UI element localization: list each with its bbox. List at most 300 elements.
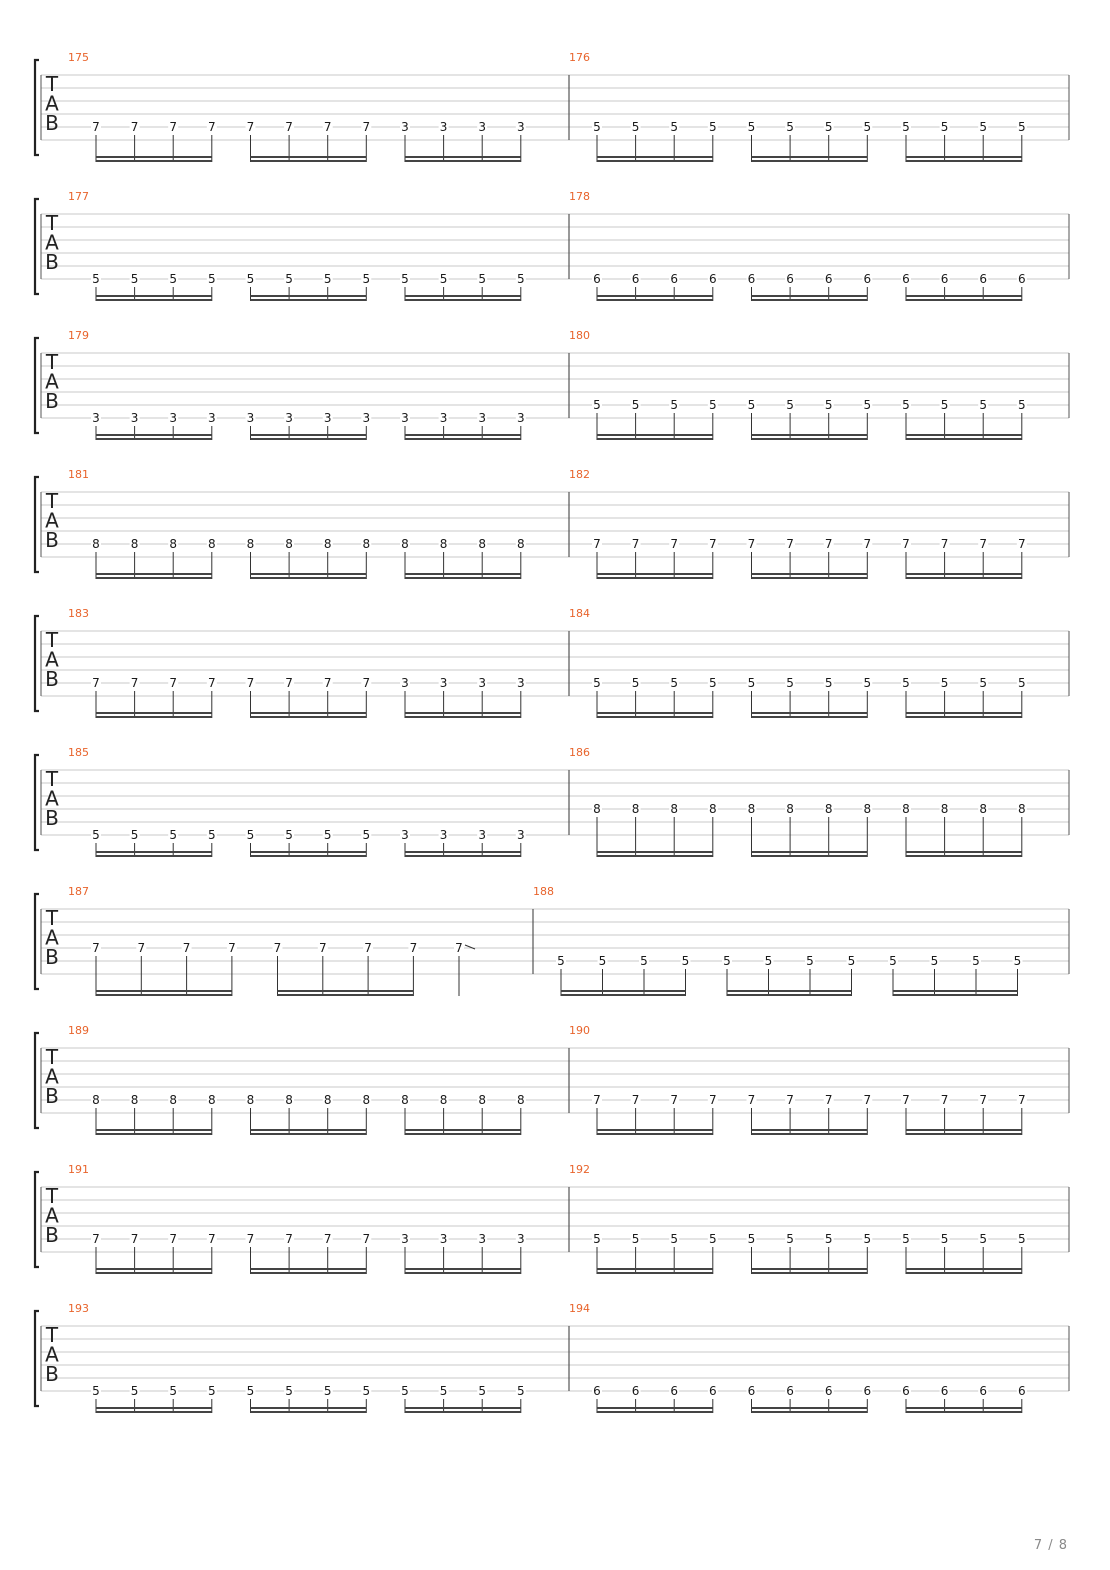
tab-clef-a: A [45,1342,59,1367]
fret-number: 6 [593,272,601,286]
fret-number: 5 [169,1384,178,1398]
tab-clef-t: T [45,489,59,513]
fret-number: 8 [323,537,332,551]
fret-number: 5 [207,1384,216,1398]
fret-number: 3 [516,676,525,690]
tab-clef-b: B [45,945,59,969]
measure-189 [68,1024,526,1135]
beam [906,156,1022,158]
fret-number: 7 [708,537,717,551]
fret-number: 3 [362,411,371,425]
beam [752,156,868,158]
fret-number: 8 [478,1093,487,1107]
fret-number: 5 [670,1232,679,1246]
fret-number: 6 [940,272,949,286]
tab-clef-b: B [45,1084,59,1108]
system-bracket [35,1172,39,1267]
fret-number: 7 [228,941,236,955]
fret-number: 8 [979,802,988,816]
fret-number: 7 [285,676,293,690]
fret-number: 5 [92,1384,100,1398]
fret-number: 5 [940,676,949,690]
fret-number: 7 [670,537,679,551]
fret-number: 5 [863,398,872,412]
beam [405,438,521,440]
beam [906,434,1022,436]
tab-clef-b: B [45,806,59,830]
fret-number: 5 [439,1384,448,1398]
fret-number: 8 [902,802,910,816]
beam [96,994,232,996]
tab-clef-t: T [45,906,59,930]
beam [405,712,521,714]
beam [251,573,367,575]
fret-number: 7 [207,1232,216,1246]
fret-number: 8 [439,537,448,551]
fret-number: 3 [401,828,409,842]
measure-number: 178 [569,190,590,203]
measure-183 [68,607,526,718]
tab-clef-t: T [45,1323,59,1347]
beam [96,851,212,853]
fret-number: 8 [478,537,487,551]
fret-number: 8 [824,802,833,816]
beam [405,1407,521,1409]
fret-number: 8 [362,1093,371,1107]
fret-number: 7 [631,1093,640,1107]
tab-clef-b: B [45,528,59,552]
beam [405,160,521,162]
tab-clef-a: A [45,1064,59,1089]
beam [906,712,1022,714]
beam [906,1268,1022,1270]
beam [906,577,1022,579]
fret-number: 7 [246,1232,255,1246]
fret-number: 5 [902,398,910,412]
beam [597,299,713,301]
fret-number: 5 [593,1232,601,1246]
fret-number: 3 [439,120,448,134]
fret-number: 5 [557,954,565,968]
fret-number: 5 [285,272,293,286]
fret-number: 7 [593,537,601,551]
fret-number: 8 [92,1093,100,1107]
beam [906,299,1022,301]
fret-number: 7 [1017,537,1026,551]
beam [906,1272,1022,1274]
fret-number: 5 [92,828,100,842]
fret-number: 5 [979,1232,988,1246]
tab-system [35,746,1069,857]
fret-number: 5 [130,828,139,842]
tab-clef-b: B [45,667,59,691]
beam [251,160,367,162]
system-bracket [35,199,39,294]
fret-number: 5 [824,1232,833,1246]
fret-number: 5 [516,272,525,286]
tab-clef-t: T [45,767,59,791]
fret-number: 6 [631,272,640,286]
fret-number: 6 [863,1384,872,1398]
fret-number: 7 [137,941,146,955]
beam [251,1411,367,1413]
beam [96,299,212,301]
beam [752,851,868,853]
fret-number: 3 [516,828,525,842]
fret-number: 5 [1017,120,1026,134]
fret-number: 7 [169,120,178,134]
beam [752,573,868,575]
fret-number: 8 [285,537,293,551]
measure-176 [569,51,1027,162]
fret-number: 5 [940,1232,949,1246]
beam [96,1407,212,1409]
fret-number: 3 [169,411,178,425]
tab-system [35,1024,1069,1135]
fret-number: 5 [723,954,731,968]
fret-number: 6 [670,272,679,286]
beam [405,855,521,857]
fret-number: 5 [972,954,980,968]
measure-193 [68,1302,526,1413]
fret-number: 8 [631,802,640,816]
fret-number: 6 [786,1384,794,1398]
fret-number: 5 [847,954,856,968]
fret-number: 7 [169,1232,178,1246]
fret-number: 3 [439,676,448,690]
beam [561,994,686,996]
beam [278,990,414,992]
fret-number: 5 [362,828,371,842]
fret-number: 6 [631,1384,640,1398]
measure-number: 194 [569,1302,590,1315]
fret-number: 7 [323,676,332,690]
fret-number: 5 [824,676,833,690]
fret-number: 7 [130,676,139,690]
fret-number: 3 [516,1232,525,1246]
beam [96,160,212,162]
fret-number: 5 [323,828,332,842]
beam [906,160,1022,162]
fret-number: 6 [670,1384,679,1398]
beam [727,994,852,996]
beam [405,1268,521,1270]
beam [597,1272,713,1274]
beam [597,851,713,853]
fret-number: 5 [670,120,679,134]
beam [597,577,713,579]
fret-number: 3 [439,411,448,425]
measure-180 [569,329,1027,440]
fret-number: 7 [246,120,255,134]
beam [597,573,713,575]
fret-number: 8 [130,1093,139,1107]
system-bracket [35,338,39,433]
fret-number: 6 [786,272,794,286]
fret-number: 5 [979,398,988,412]
measure-185 [68,746,526,857]
fret-number: 7 [92,1232,100,1246]
fret-number: 5 [786,398,794,412]
measure-number: 190 [569,1024,590,1037]
fret-number: 8 [130,537,139,551]
fret-number: 5 [640,954,648,968]
fret-number: 5 [1017,676,1026,690]
fret-number: 5 [130,1384,139,1398]
fret-number: 5 [130,272,139,286]
fret-number: 8 [246,1093,255,1107]
beam [906,1411,1022,1413]
beam [752,438,868,440]
beam [251,855,367,857]
measure-number: 179 [68,329,89,342]
fret-number: 5 [670,676,679,690]
fret-number: 8 [401,537,409,551]
fret-number: 7 [1017,1093,1026,1107]
fret-number: 5 [902,676,910,690]
fret-number: 5 [708,120,717,134]
fret-number: 5 [323,272,332,286]
beam [96,1272,212,1274]
fret-number: 5 [824,398,833,412]
measure-number: 192 [569,1163,590,1176]
fret-number: 6 [747,272,756,286]
fret-number: 7 [940,537,949,551]
tab-clef-b: B [45,250,59,274]
beam [405,299,521,301]
beam [597,855,713,857]
beam [752,1133,868,1135]
fret-number: 8 [92,537,100,551]
beam [96,573,212,575]
beam [251,716,367,718]
fret-number: 5 [708,676,717,690]
fret-number: 8 [747,802,756,816]
beam [906,851,1022,853]
fret-number: 5 [863,1232,872,1246]
fret-number: 6 [824,1384,833,1398]
tab-clef-a: A [45,369,59,394]
measure-178 [569,190,1027,301]
beam [752,1129,868,1131]
measure-192 [569,1163,1027,1274]
fret-number: 7 [747,1093,756,1107]
beam [96,712,212,714]
fret-number: 6 [979,1384,988,1398]
fret-number: 5 [478,272,487,286]
measure-number: 180 [569,329,590,342]
fret-number: 8 [593,802,601,816]
beam [906,1129,1022,1131]
beam [251,1407,367,1409]
beam [96,1133,212,1135]
beam [597,160,713,162]
tab-system [35,885,1069,996]
fret-number: 7 [92,676,100,690]
fret-number: 5 [747,120,756,134]
measure-184 [569,607,1027,718]
fret-number: 7 [169,676,178,690]
fret-number: 8 [285,1093,293,1107]
beam [597,712,713,714]
measure-177 [68,190,526,301]
fret-number: 6 [593,1384,601,1398]
fret-number: 8 [516,1093,525,1107]
beam [251,851,367,853]
fret-number: 5 [764,954,773,968]
measure-number: 185 [68,746,89,759]
fret-number: 5 [670,398,679,412]
fret-number: 7 [273,941,282,955]
fret-number: 3 [516,120,525,134]
beam [906,855,1022,857]
fret-number: 5 [631,398,640,412]
beam [405,1411,521,1413]
beam [96,1129,212,1131]
system-bracket [35,894,39,989]
fret-number: 5 [747,676,756,690]
fret-number: 7 [455,941,463,955]
fret-number: 8 [863,802,872,816]
beam [597,1268,713,1270]
fret-number: 5 [747,398,756,412]
fret-number: 3 [516,411,525,425]
fret-number: 7 [182,941,191,955]
fret-number: 6 [979,272,988,286]
system-bracket [35,60,39,155]
fret-number: 8 [323,1093,332,1107]
beam [405,716,521,718]
fret-number: 7 [318,941,327,955]
beam [251,1268,367,1270]
fret-number: 6 [708,272,717,286]
tab-clef-a: A [45,508,59,533]
measure-number: 186 [569,746,590,759]
measure-number: 191 [68,1163,89,1176]
beam [96,156,212,158]
fret-number: 7 [92,120,100,134]
beam [906,716,1022,718]
fret-number: 8 [786,802,794,816]
fret-number: 3 [207,411,216,425]
beam [96,1411,212,1413]
fret-number: 5 [902,120,910,134]
measure-number: 183 [68,607,89,620]
fret-number: 6 [708,1384,717,1398]
beam [906,573,1022,575]
measure-number: 193 [68,1302,89,1315]
beam [752,434,868,436]
beam [597,716,713,718]
tab-clef-t: T [45,1045,59,1069]
beam [752,1411,868,1413]
beam [96,434,212,436]
measure-181 [68,468,526,579]
fret-number: 5 [747,1232,756,1246]
tab-system [35,468,1069,579]
beam [906,295,1022,297]
fret-number: 5 [478,1384,487,1398]
fret-number: 3 [92,411,100,425]
beam [251,577,367,579]
fret-number: 5 [786,1232,794,1246]
fret-number: 7 [364,941,372,955]
fret-number: 5 [323,1384,332,1398]
beam [906,438,1022,440]
fret-number: 3 [478,1232,487,1246]
beam [597,295,713,297]
fret-number: 5 [593,676,601,690]
beam [96,577,212,579]
fret-number: 5 [806,954,814,968]
tab-clef-t: T [45,1184,59,1208]
fret-number: 7 [747,537,756,551]
measure-188 [533,885,1023,996]
beam [893,994,1018,996]
fret-number: 5 [786,676,794,690]
fret-number: 3 [323,411,332,425]
fret-number: 6 [902,1384,910,1398]
fret-number: 7 [207,120,216,134]
beam [752,299,868,301]
beam [752,855,868,857]
fret-number: 5 [439,272,448,286]
beam [597,434,713,436]
beam [405,851,521,853]
fret-number: 7 [786,1093,794,1107]
fret-number: 8 [362,537,371,551]
fret-number: 5 [940,120,949,134]
fret-number: 7 [130,1232,139,1246]
fret-number: 5 [930,954,939,968]
fret-number: 5 [207,272,216,286]
fret-number: 7 [902,537,910,551]
system-bracket [35,477,39,572]
fret-number: 3 [439,1232,448,1246]
page-indicator: 7 / 8 [1033,1538,1068,1553]
measure-186 [569,746,1027,857]
beam [752,1407,868,1409]
fret-number: 5 [708,1232,717,1246]
fret-number: 5 [889,954,897,968]
fret-number: 5 [902,1232,910,1246]
fret-number: 5 [246,1384,255,1398]
beam [597,1411,713,1413]
fret-number: 5 [1017,1232,1026,1246]
fret-number: 8 [708,802,717,816]
beam [597,438,713,440]
fret-number: 5 [631,120,640,134]
beam [752,295,868,297]
fret-number: 6 [940,1384,949,1398]
measure-number: 182 [569,468,590,481]
fret-number: 7 [323,120,332,134]
beam [727,990,852,992]
fret-number: 3 [439,828,448,842]
beam [96,716,212,718]
tab-clef-a: A [45,786,59,811]
fret-number: 8 [940,802,949,816]
fret-number: 7 [409,941,418,955]
fret-number: 6 [747,1384,756,1398]
beam [251,1129,367,1131]
fret-number: 6 [863,272,872,286]
fret-number: 8 [439,1093,448,1107]
system-bracket [35,755,39,850]
measure-194 [569,1302,1027,1413]
beam [405,577,521,579]
fret-number: 5 [863,120,872,134]
